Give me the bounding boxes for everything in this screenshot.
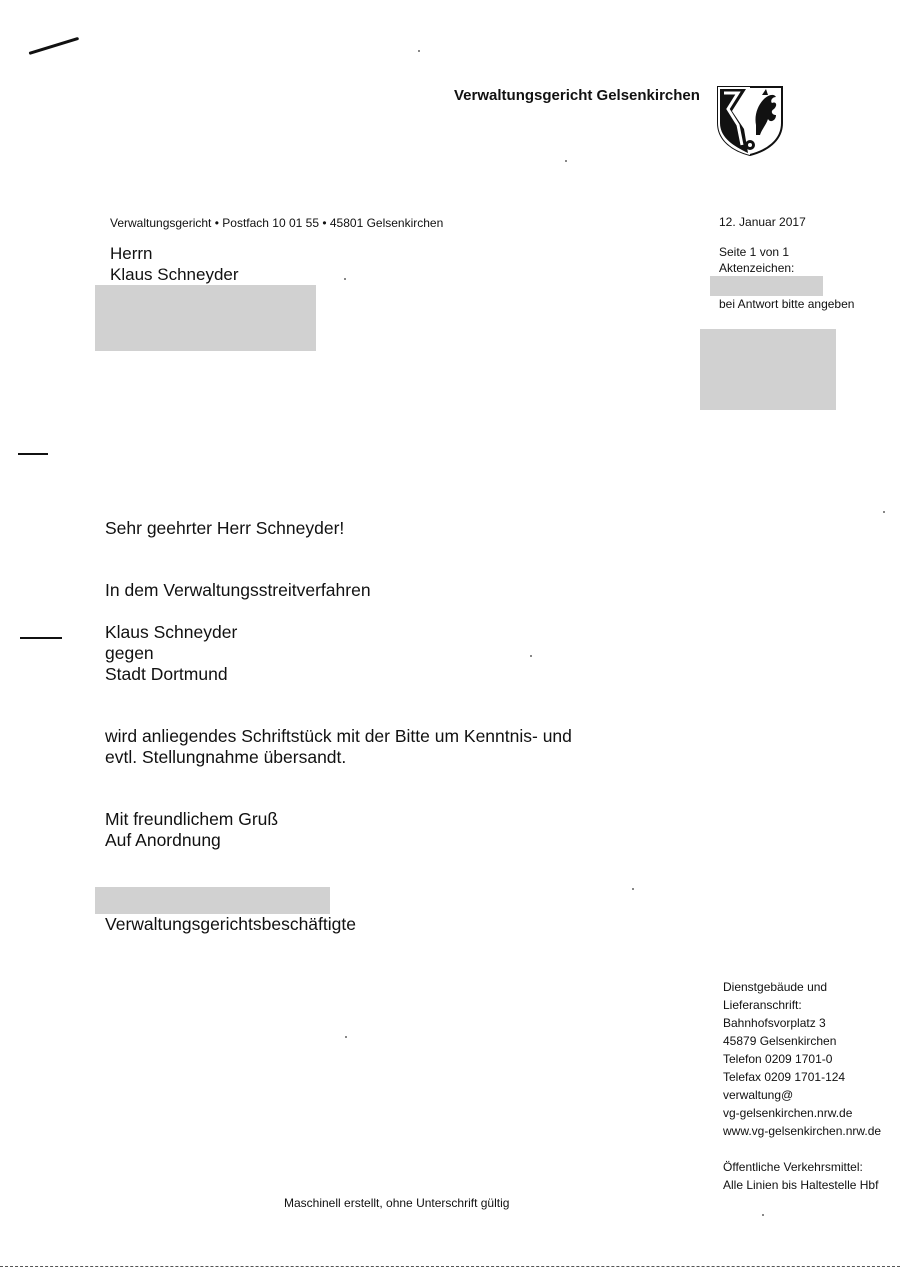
contact-line: Telefax 0209 1701-124 bbox=[723, 1070, 846, 1084]
redacted-file-number bbox=[710, 276, 823, 296]
contact-line: 45879 Gelsenkirchen bbox=[723, 1034, 837, 1048]
transit-label: Öffentliche Verkehrsmittel: bbox=[723, 1160, 863, 1174]
letter-intro: In dem Verwaltungsstreitverfahren bbox=[105, 580, 371, 600]
letter-date: 12. Januar 2017 bbox=[719, 215, 806, 229]
contact-line: Bahnhofsvorplatz 3 bbox=[723, 1016, 826, 1030]
recipient-address bbox=[110, 243, 239, 285]
letter-closing bbox=[105, 809, 278, 851]
bottom-scan-edge bbox=[0, 1266, 900, 1267]
file-number-label: Aktenzeichen: bbox=[719, 261, 795, 275]
public-transport-info bbox=[723, 1158, 878, 1194]
closing-order: Auf Anordnung bbox=[105, 830, 221, 850]
contact-line: vg-gelsenkirchen.nrw.de bbox=[723, 1106, 853, 1120]
pen-stroke-mark bbox=[29, 37, 80, 55]
punch-mark bbox=[20, 637, 62, 639]
contact-line: verwaltung@ bbox=[723, 1088, 794, 1102]
contact-line: Telefon 0209 1701-0 bbox=[723, 1052, 833, 1066]
case-parties bbox=[105, 622, 237, 685]
contact-line: Dienstgebäude und bbox=[723, 980, 828, 994]
court-contact-info bbox=[723, 978, 881, 1140]
scan-speck bbox=[530, 655, 532, 657]
scan-speck bbox=[632, 888, 634, 890]
party-plaintiff: Klaus Schneyder bbox=[105, 622, 238, 642]
sender-return-address: Verwaltungsgericht • Postfach 10 01 55 • 45801 Gelsenkirchen bbox=[110, 216, 444, 230]
nrw-coat-of-arms-icon bbox=[716, 85, 784, 157]
body-line: evtl. Stellungnahme übersandt. bbox=[105, 747, 347, 767]
redacted-signatory-name bbox=[95, 887, 330, 914]
party-defendant: Stadt Dortmund bbox=[105, 664, 228, 684]
redacted-contact-block bbox=[700, 329, 836, 410]
fold-mark-top bbox=[18, 453, 48, 455]
court-name: Verwaltungsgericht Gelsenkirchen bbox=[454, 87, 700, 104]
page-number: Seite 1 von 1 bbox=[719, 245, 790, 259]
closing-greeting: Mit freundlichem Gruß bbox=[105, 809, 279, 829]
scan-speck bbox=[344, 278, 346, 280]
signatory-title: Verwaltungsgerichtsbeschäftigte bbox=[105, 914, 356, 934]
reply-note: bei Antwort bitte angeben bbox=[719, 297, 855, 311]
scan-speck bbox=[345, 1036, 347, 1038]
contact-line: www.vg-gelsenkirchen.nrw.de bbox=[723, 1124, 882, 1138]
body-line: wird anliegendes Schriftstück mit der Bitte um Kenntnis- und bbox=[105, 726, 572, 746]
scan-speck bbox=[883, 511, 885, 513]
contact-line: Lieferanschrift: bbox=[723, 998, 802, 1012]
letter-greeting: Sehr geehrter Herr Schneyder! bbox=[105, 518, 345, 538]
footer-note: Maschinell erstellt, ohne Unterschrift gültig bbox=[284, 1196, 510, 1210]
scan-speck bbox=[762, 1214, 764, 1216]
letter-body bbox=[105, 726, 572, 768]
scan-speck bbox=[565, 160, 567, 162]
redacted-recipient-address bbox=[95, 285, 316, 351]
versus-word: gegen bbox=[105, 643, 154, 663]
recipient-salutation: Herrn bbox=[110, 244, 153, 263]
scan-speck bbox=[418, 50, 420, 52]
recipient-name: Klaus Schneyder bbox=[110, 265, 239, 284]
transit-value: Alle Linien bis Haltestelle Hbf bbox=[723, 1178, 879, 1192]
